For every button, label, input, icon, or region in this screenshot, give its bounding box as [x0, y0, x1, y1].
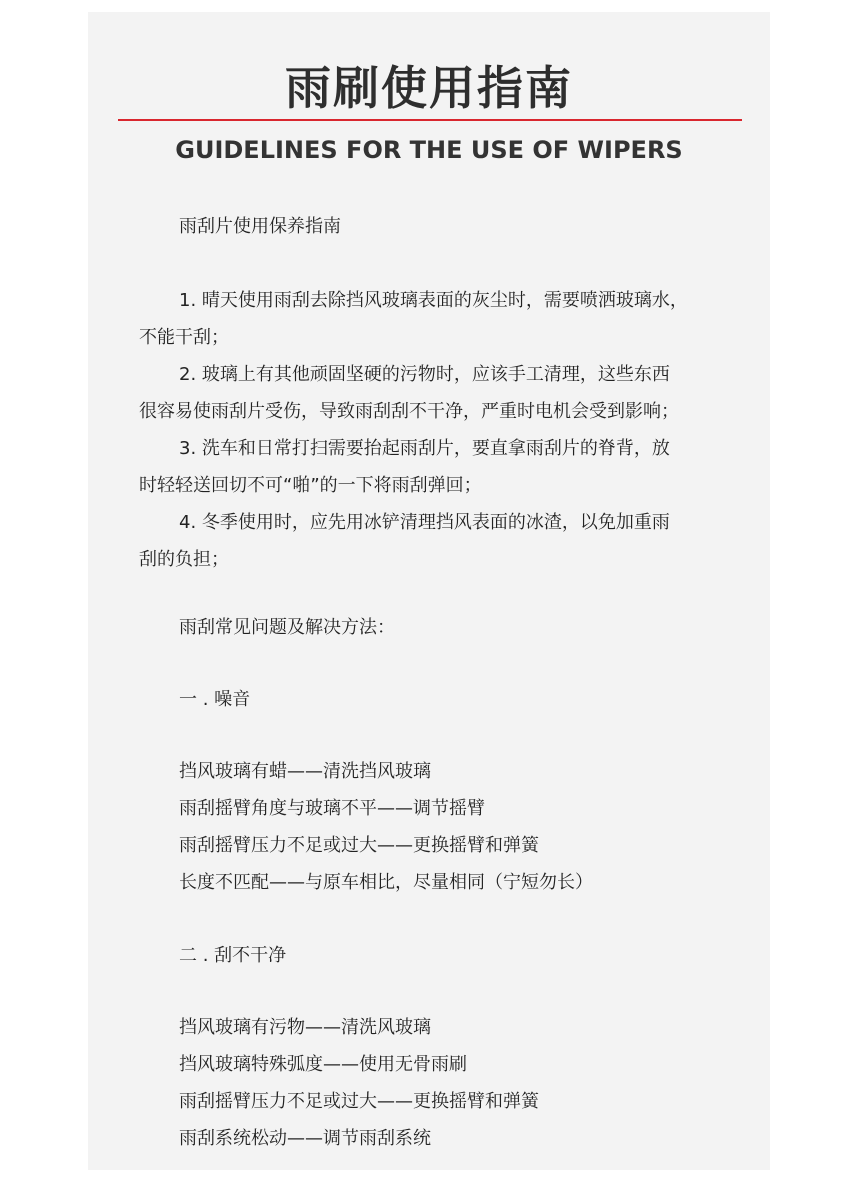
list-item: 长度不匹配——与原车相比，尽量相同（宁短勿长） — [179, 872, 593, 893]
section-not-clean-list — [139, 1009, 724, 1157]
guide-item-1-line-2: 不能干刮； — [139, 327, 229, 348]
section-noise — [139, 681, 724, 718]
list-item: 雨刮系统松动——调节雨刮系统 — [179, 1128, 431, 1149]
guide-item-2-line-2: 很容易使雨刮片受伤，导致雨刮刮不干净，严重时电机会受到影响； — [139, 401, 679, 422]
section-noise-heading: 一 . 噪音 — [179, 689, 251, 710]
red-divider — [118, 119, 742, 121]
guide-item-3-line-2: 时轻轻送回切不可“啪”的一下将雨刮弹回； — [139, 475, 482, 496]
guide-item-3-line-1: 3. 洗车和日常打扫需要抬起雨刮片，要直拿雨刮片的脊背，放 — [179, 438, 670, 459]
section-noise-list — [139, 753, 724, 901]
section-not-clean — [139, 937, 724, 974]
guide-item-4-line-1: 4. 冬季使用时，应先用冰铲清理挡风表面的冰渣，以免加重雨 — [179, 512, 670, 533]
page-subtitle: GUIDELINES FOR THE USE OF WIPERS — [175, 136, 683, 164]
spacer — [139, 245, 724, 282]
list-item: 雨刮摇臂角度与玻璃不平——调节摇臂 — [179, 798, 485, 819]
list-item: 雨刮摇臂压力不足或过大——更换摇臂和弹簧 — [179, 1091, 539, 1112]
problems-heading: 雨刮常见问题及解决方法： — [179, 617, 395, 638]
problems-section — [139, 609, 724, 646]
list-item: 挡风玻璃有污物——清洗风玻璃 — [179, 1017, 431, 1038]
page-title: 雨刷使用指南 — [285, 61, 573, 115]
document-sheet — [88, 12, 770, 1170]
guide-item-4-line-2: 刮的负担； — [139, 549, 229, 570]
section-not-clean-heading: 二 . 刮不干净 — [179, 945, 287, 966]
list-item: 挡风玻璃特殊弧度——使用无骨雨刷 — [179, 1054, 467, 1075]
guide-item-2-line-1: 2. 玻璃上有其他顽固坚硬的污物时，应该手工清理，这些东西 — [179, 364, 670, 385]
list-item: 挡风玻璃有蜡——清洗挡风玻璃 — [179, 761, 431, 782]
guide-section — [139, 208, 724, 578]
list-item: 雨刮摇臂压力不足或过大——更换摇臂和弹簧 — [179, 835, 539, 856]
guide-heading: 雨刮片使用保养指南 — [179, 216, 341, 237]
guide-item-1-line-1: 1. 晴天使用雨刮去除挡风玻璃表面的灰尘时，需要喷洒玻璃水， — [179, 290, 688, 311]
